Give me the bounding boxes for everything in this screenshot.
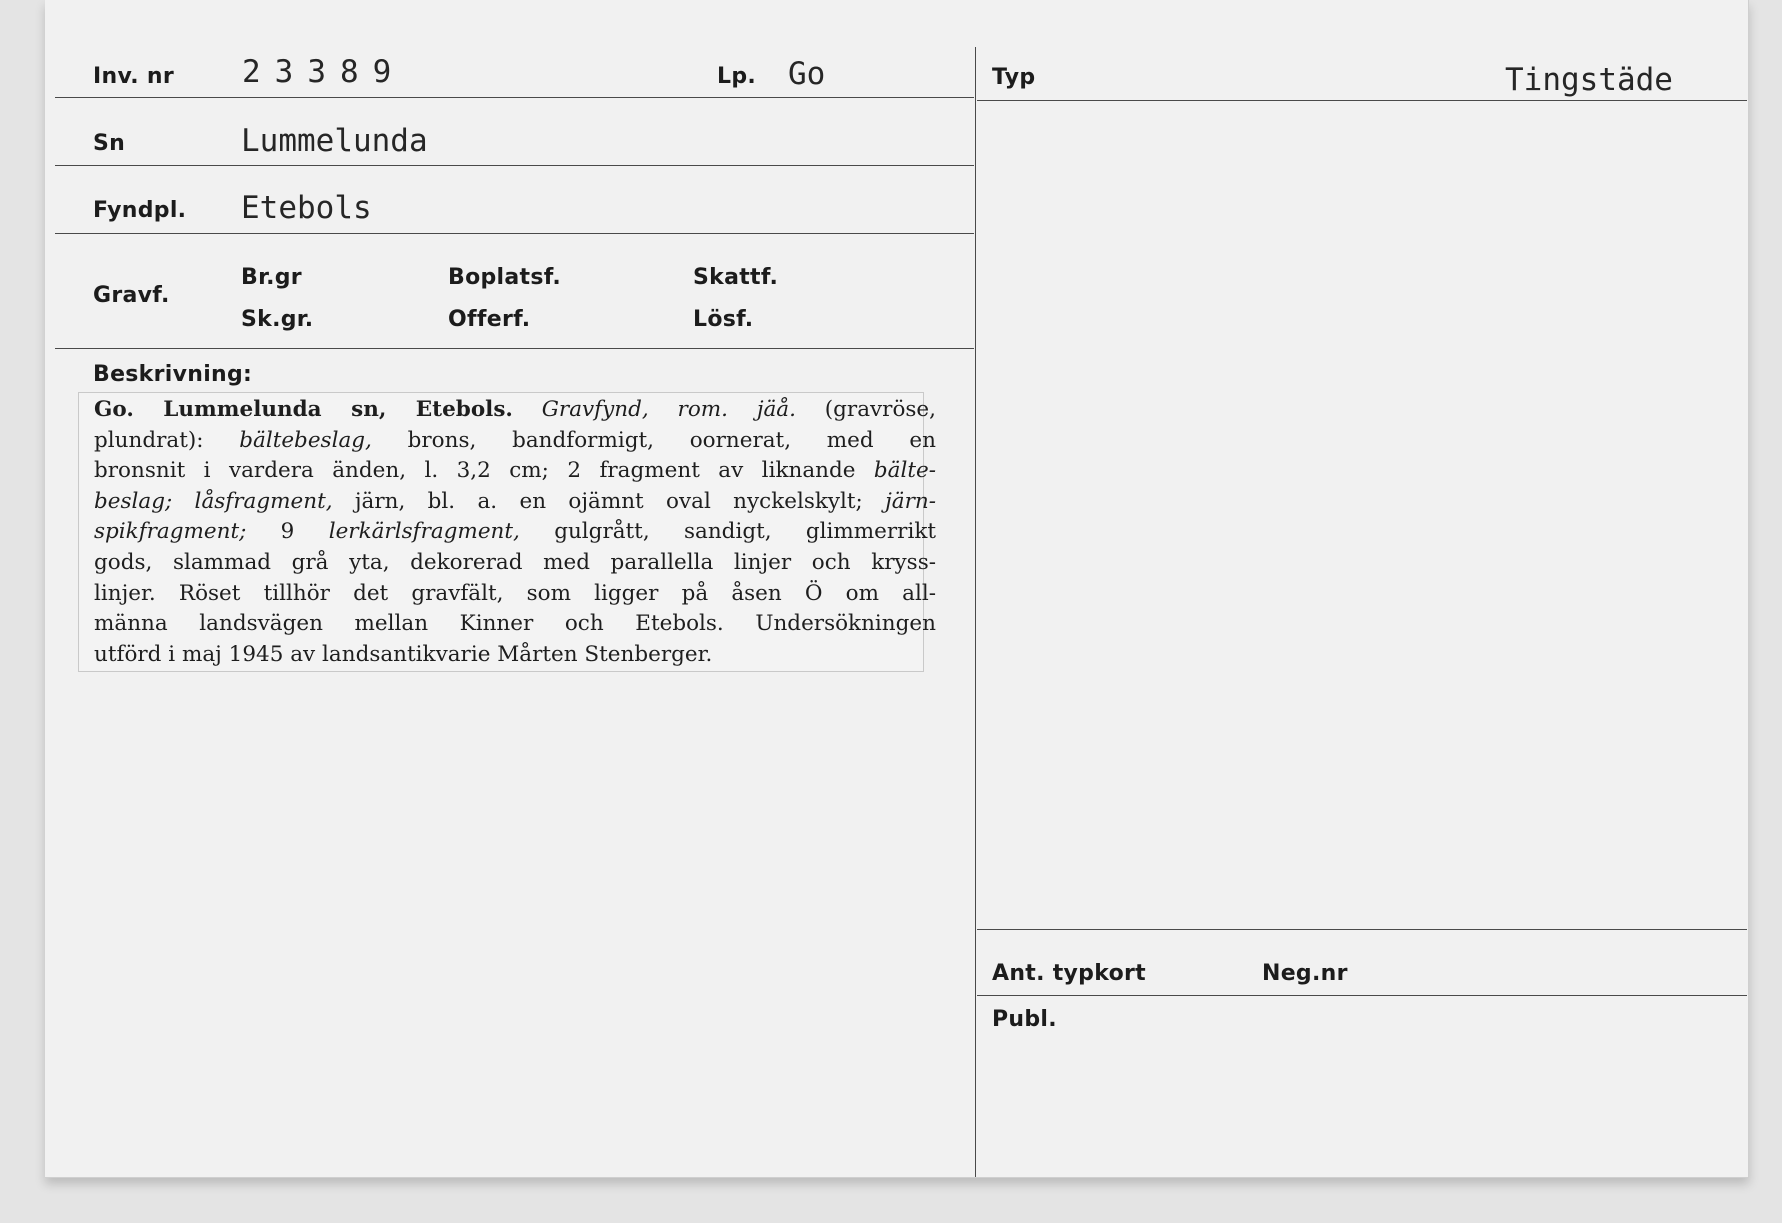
description-heading: Go. Lummelunda sn, Etebols. bbox=[94, 397, 513, 422]
losf-label: Lösf. bbox=[693, 307, 754, 332]
description-line-4 bbox=[94, 487, 936, 518]
offerf-label: Offerf. bbox=[448, 307, 531, 332]
description-line-8: männa landsvägen mellan Kinner och Etebols. Undersökningen bbox=[94, 611, 936, 637]
description-line-2 bbox=[94, 426, 936, 457]
description-line-3 bbox=[94, 456, 936, 487]
description-line-6: gods, slammad grå yta, dekorerad med parallella linjer och kryss- bbox=[94, 549, 936, 575]
description-line-1 bbox=[94, 395, 936, 426]
description-line-9: utförd i maj 1945 av landsantikvarie Mårten Stenberger. bbox=[94, 641, 713, 667]
sn-value: Lummelunda bbox=[241, 123, 428, 159]
description-text-segment: 9 bbox=[246, 519, 329, 545]
publ-label: Publ. bbox=[992, 1007, 1057, 1032]
skgr-label: Sk.gr. bbox=[241, 307, 314, 332]
description-italic-gravfynd: Gravfynd, rom. jäå. bbox=[541, 397, 796, 422]
description-italic-baltebeslag: bältebeslag, bbox=[239, 427, 372, 453]
neg-nr-label: Neg.nr bbox=[1262, 961, 1348, 986]
rule-fyndpl bbox=[55, 233, 974, 234]
column-divider bbox=[975, 47, 976, 1177]
description-space bbox=[513, 397, 542, 422]
rule-gravf bbox=[55, 348, 974, 349]
description-text-segment: brons, bandformigt, oornerat, med en bbox=[371, 427, 936, 453]
description-text-segment: järn, bl. a. en ojämnt oval nyckelskylt; bbox=[332, 488, 886, 514]
rule-publ bbox=[977, 995, 1747, 996]
beskrivning-label: Beskrivning: bbox=[93, 362, 253, 387]
rule-typ bbox=[977, 100, 1747, 101]
description-text-segment: plundrat): bbox=[94, 427, 240, 453]
description-text-segment: (gravröse, bbox=[795, 397, 936, 422]
description-italic-balte: bälte- bbox=[873, 458, 936, 484]
description-line-7: linjer. Röset tillhör det gravfält, som ligger på åsen Ö om all- bbox=[94, 580, 936, 606]
boplatsf-label: Boplatsf. bbox=[448, 265, 562, 290]
typ-label: Typ bbox=[992, 65, 1036, 90]
skattf-label: Skattf. bbox=[693, 265, 779, 290]
rule-inv bbox=[55, 97, 974, 98]
rule-ant bbox=[977, 929, 1747, 930]
rule-sn bbox=[55, 165, 974, 166]
description-italic-lerkarlsfragment: lerkärlsfragment, bbox=[328, 519, 520, 545]
typ-value: Tingstäde bbox=[1505, 62, 1673, 98]
lp-value: Go bbox=[788, 56, 826, 92]
sn-label: Sn bbox=[93, 131, 126, 156]
description-italic-spikfragment: spikfragment; bbox=[94, 519, 247, 545]
inv-label: Inv. nr bbox=[93, 64, 175, 89]
catalog-card bbox=[45, 0, 1749, 1178]
inv-value: 23389 bbox=[242, 54, 406, 90]
gravf-label: Gravf. bbox=[93, 283, 170, 308]
description-text-segment: bronsnit i vardera änden, l. 3,2 cm; 2 fragment av liknande bbox=[94, 458, 874, 484]
lp-label: Lp. bbox=[717, 64, 757, 89]
description-text bbox=[94, 395, 936, 670]
fyndpl-label: Fyndpl. bbox=[93, 198, 187, 223]
description-line-5 bbox=[94, 517, 936, 548]
fyndpl-value: Etebols bbox=[241, 190, 372, 226]
description-text-segment: gulgrått, sandigt, glimmerrikt bbox=[519, 519, 936, 545]
description-italic-lasfragment: beslag; låsfragment, bbox=[94, 488, 333, 514]
description-italic-jarn: järn- bbox=[885, 488, 937, 514]
brgr-label: Br.gr bbox=[241, 265, 302, 290]
ant-typkort-label: Ant. typkort bbox=[992, 961, 1146, 986]
